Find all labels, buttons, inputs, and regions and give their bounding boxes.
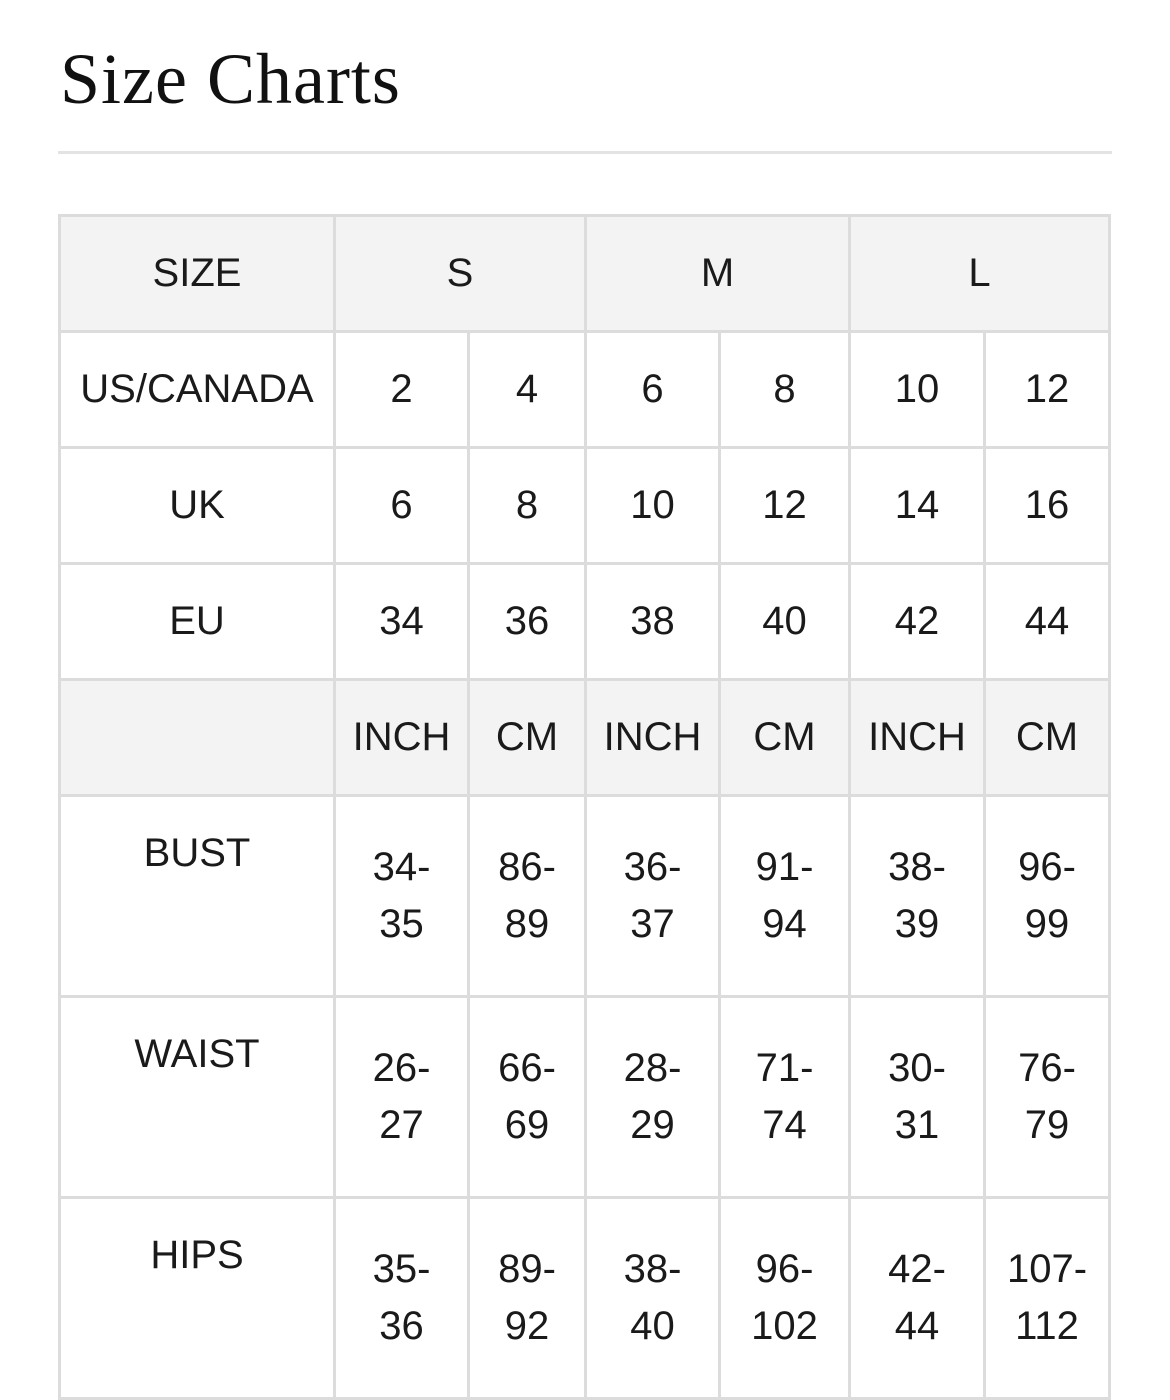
unit-header-cell: INCH: [335, 680, 469, 796]
cell-value: 89- 92: [498, 1247, 556, 1348]
cell-value: 86- 89: [498, 845, 556, 946]
table-row-eu: [60, 564, 1110, 680]
table-cell: 6: [335, 448, 469, 564]
table-row-bust: [60, 796, 1110, 997]
table-cell: 10: [850, 332, 985, 448]
cell-value: 35- 36: [372, 1247, 431, 1348]
header-size-s: S: [335, 216, 586, 332]
table-cell: [335, 997, 469, 1198]
table-cell: 10: [586, 448, 720, 564]
cell-value: 107- 112: [1006, 1247, 1088, 1348]
table-cell: 40: [720, 564, 850, 680]
unit-header-cell: CM: [469, 680, 586, 796]
table-cell: 6: [586, 332, 720, 448]
table-cell: 8: [469, 448, 586, 564]
cell-value: 34- 35: [372, 845, 431, 946]
cell-value: 66- 69: [498, 1046, 556, 1147]
table-cell: 4: [469, 332, 586, 448]
table-cell: [720, 997, 850, 1198]
table-cell: 36: [469, 564, 586, 680]
row-label-hips: HIPS: [60, 1198, 335, 1399]
cell-value: 38- 40: [623, 1247, 682, 1348]
header-size-m: M: [586, 216, 850, 332]
unit-header-cell: CM: [985, 680, 1110, 796]
title-divider: [58, 151, 1112, 154]
table-cell: 2: [335, 332, 469, 448]
page-title: Size Charts: [60, 39, 401, 119]
row-label-bust: BUST: [60, 796, 335, 997]
table-cell: [586, 997, 720, 1198]
table-cell: 16: [985, 448, 1110, 564]
table-cell: 14: [850, 448, 985, 564]
table-cell: [985, 997, 1110, 1198]
header-size-l: L: [850, 216, 1110, 332]
header-row: [60, 216, 1110, 332]
cell-value: 71- 74: [755, 1046, 814, 1147]
cell-value: 28- 29: [623, 1046, 682, 1147]
table-row-waist: [60, 997, 1110, 1198]
row-label-waist: WAIST: [60, 997, 335, 1198]
table-cell: 34: [335, 564, 469, 680]
table-cell: [469, 997, 586, 1198]
table-cell: [469, 1198, 586, 1399]
cell-value: 96- 102: [751, 1247, 818, 1348]
cell-value: 96- 99: [1018, 845, 1076, 946]
row-label-eu: EU: [60, 564, 335, 680]
table-cell: 12: [985, 332, 1110, 448]
table-cell: [335, 1198, 469, 1399]
table-cell: [850, 796, 985, 997]
table-cell: 8: [720, 332, 850, 448]
unit-header-cell: INCH: [850, 680, 985, 796]
row-label-us-canada: US/CANADA: [60, 332, 335, 448]
cell-value: 76- 79: [1018, 1046, 1076, 1147]
units-row: [60, 680, 1110, 796]
units-row-label: [60, 680, 335, 796]
table-cell: 42: [850, 564, 985, 680]
header-size-label: SIZE: [60, 216, 335, 332]
table-cell: [985, 796, 1110, 997]
table-cell: [850, 1198, 985, 1399]
unit-header-cell: INCH: [586, 680, 720, 796]
table-cell: 44: [985, 564, 1110, 680]
table-cell: [586, 796, 720, 997]
table-cell: [586, 1198, 720, 1399]
row-label-uk: UK: [60, 448, 335, 564]
table-row-hips: [60, 1198, 1110, 1399]
table-cell: [985, 1198, 1110, 1399]
cell-value: 26- 27: [372, 1046, 431, 1147]
size-chart-table: [58, 214, 1111, 1400]
table-cell: 12: [720, 448, 850, 564]
unit-header-cell: CM: [720, 680, 850, 796]
table-row-uk: [60, 448, 1110, 564]
cell-value: 91- 94: [755, 845, 814, 946]
table-cell: [335, 796, 469, 997]
table-cell: [850, 997, 985, 1198]
cell-value: 42- 44: [888, 1247, 946, 1348]
table-cell: 38: [586, 564, 720, 680]
table-cell: [720, 796, 850, 997]
table-cell: [469, 796, 586, 997]
cell-value: 38- 39: [888, 845, 946, 946]
cell-value: 30- 31: [888, 1046, 946, 1147]
table-cell: [720, 1198, 850, 1399]
cell-value: 36- 37: [623, 845, 682, 946]
table-row-us-canada: [60, 332, 1110, 448]
